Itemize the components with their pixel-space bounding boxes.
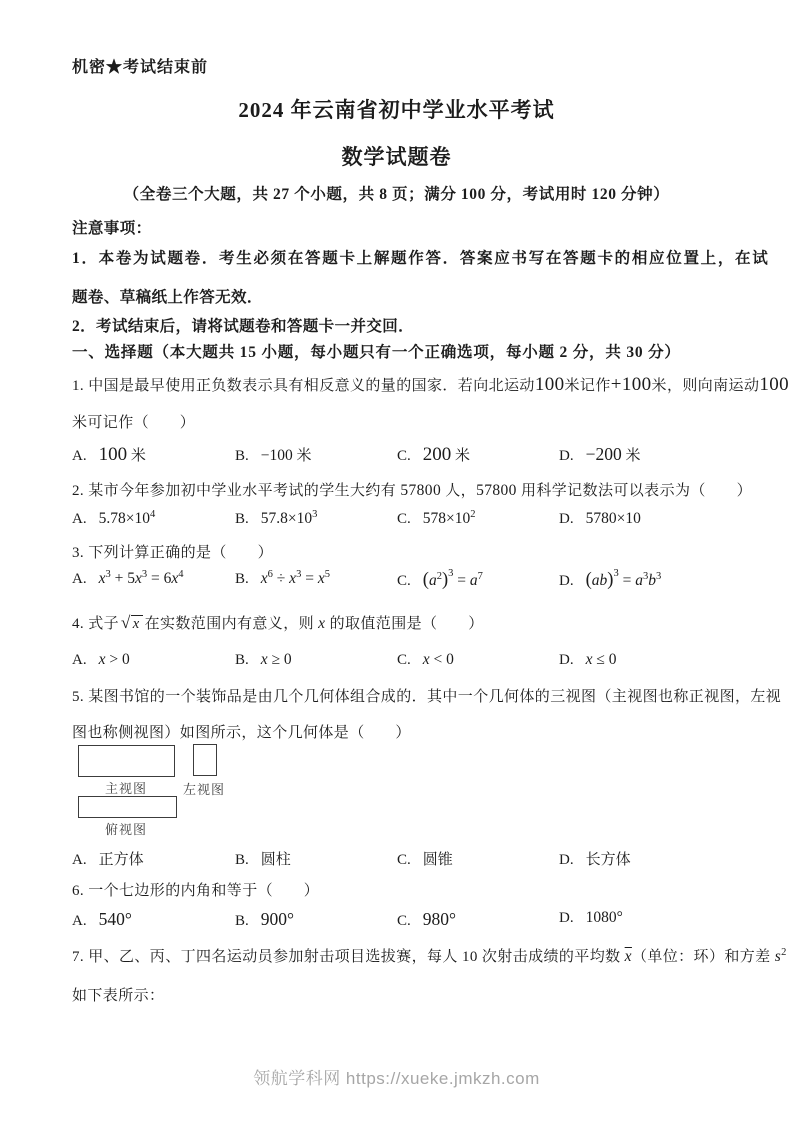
- option-label: A.: [72, 913, 87, 929]
- option-label: A.: [72, 511, 87, 527]
- question-6-option-d: [559, 909, 732, 930]
- option-label: C.: [397, 511, 411, 527]
- option-content: x ≤ 0: [585, 651, 617, 668]
- question-3-option-a: [72, 570, 235, 591]
- question-2-option-b: [235, 510, 397, 528]
- option-label: D.: [559, 910, 574, 926]
- front-view-label: 主视图: [105, 781, 148, 796]
- notice-heading: 注意事项：: [72, 220, 152, 237]
- question-5-line-2: 图也称侧视图）如图所示，这个几何体是（ ）: [72, 725, 411, 741]
- watermark: 领航学科网 https://xueke.jmkzh.com: [253, 1069, 540, 1088]
- question-3-line-1: 3. 下列计算正确的是（ ）: [72, 545, 274, 561]
- question-6-option-a: [72, 909, 235, 930]
- question-1-option-a: [72, 444, 235, 466]
- side-view-label: 左视图: [183, 782, 226, 797]
- option-content: $5.78\times 10^4$: [98, 509, 156, 527]
- question-1-option-b: [235, 444, 397, 466]
- option-label: A.: [72, 571, 87, 587]
- option-content: 900°: [260, 909, 295, 929]
- option-content: −200 米: [585, 444, 641, 464]
- option-label: D.: [559, 573, 574, 589]
- option-content: 圆柱: [260, 852, 291, 868]
- question-3-options: [72, 570, 732, 591]
- notice-item-2: 2．考试结束后，请将试题卷和答题卡一并交回．: [72, 318, 415, 335]
- option-content: x ≥ 0: [260, 651, 292, 668]
- option-content: −100 米: [260, 447, 312, 464]
- top-view-rect: [78, 796, 177, 818]
- question-5-option-a: [72, 848, 235, 869]
- option-content: $578\times 10^2$: [422, 509, 476, 527]
- option-label: A.: [72, 852, 87, 868]
- option-label: A.: [72, 652, 87, 668]
- question-4-option-d: [559, 651, 732, 669]
- option-label: C.: [397, 913, 411, 929]
- option-content: 圆锥: [422, 852, 453, 868]
- option-content: x < 0: [422, 651, 454, 668]
- option-label: D.: [559, 448, 574, 464]
- option-content: 200 米: [422, 444, 471, 465]
- question-4-line-1: 4. 式子 √ x 在实数范围内有意义，则 x 的取值范围是（ ）: [72, 613, 484, 632]
- exam-title: 2024 年云南省初中学业水平考试: [238, 98, 555, 122]
- question-2-option-a: [72, 510, 235, 528]
- option-label: B.: [235, 852, 249, 868]
- question-7-line-1: 7. 甲、乙、丙、丁四名运动员参加射击项目选拔赛，每人 10 次射击成绩的平均数 $\overline{x}$（单位：环）和方差 $s^2$: [72, 947, 787, 965]
- question-4-option-b: [235, 651, 397, 669]
- option-content: $x^3 + 5x^3 = 6x^4$: [98, 569, 184, 587]
- front-view-rect: [78, 745, 175, 777]
- question-5-option-c: [397, 848, 559, 869]
- option-label: C.: [397, 448, 411, 464]
- question-6-line-1: 6. 一个七边形的内角和等于（ ）: [72, 883, 320, 899]
- option-label: C.: [397, 852, 411, 868]
- question-1-line-2: 米可记作（ ）: [72, 415, 196, 431]
- question-4-option-a: [72, 651, 235, 669]
- exam-meta: （全卷三个大题，共 27 个小题，共 8 页；满分 100 分，考试用时 120 分钟）: [123, 186, 670, 203]
- question-1-line-1: 1. 中国是最早使用正负数表示具有相反意义的量的国家．若向北运动100米记作+100米，则向南运动100: [72, 374, 790, 395]
- question-6-option-b: [235, 909, 397, 930]
- notice-item-1-line-1: 1．本卷为试题卷．考生必须在答题卡上解题作答．答案应书写在答题卡的相应位置上，在试: [72, 250, 770, 267]
- option-label: B.: [235, 571, 249, 587]
- option-content: 100 米: [98, 444, 146, 465]
- option-label: B.: [235, 448, 249, 464]
- option-label: D.: [559, 511, 574, 527]
- question-5-option-d: [559, 848, 732, 869]
- question-6-options: [72, 909, 732, 930]
- option-content: 540°: [98, 909, 132, 929]
- question-7-line-2: 如下表所示：: [72, 988, 165, 1004]
- confidential-notice: 机密★考试结束前: [72, 59, 209, 76]
- option-label: D.: [559, 652, 574, 668]
- option-label: D.: [559, 852, 574, 868]
- option-content: $x^6 \div x^3 = x^5$: [260, 569, 330, 587]
- option-label: B.: [235, 652, 249, 668]
- option-content: 1080°: [585, 909, 623, 926]
- question-3-option-c: [397, 570, 559, 591]
- question-2-line-1: 2. 某市今年参加初中学业水平考试的学生大约有 57800 人，57800 用科学记数法可以表示为（ ）: [72, 482, 752, 499]
- option-content: 5780×10: [585, 510, 641, 527]
- side-view-rect: [193, 744, 217, 776]
- option-content: 正方体: [98, 852, 144, 868]
- question-5-option-b: [235, 848, 397, 869]
- question-2-option-d: [559, 510, 732, 528]
- notice-item-1-line-2: 题卷、草稿纸上作答无效．: [72, 289, 263, 306]
- question-2-options: [72, 510, 732, 528]
- question-1-options: [72, 444, 732, 466]
- option-content: $(ab)^3 = a^3b^3$: [585, 568, 662, 590]
- question-2-option-c: [397, 510, 559, 528]
- option-label: B.: [235, 511, 249, 527]
- question-1-option-c: [397, 444, 559, 466]
- option-content: 980°: [422, 909, 457, 929]
- option-content: $(a^2)^3 = a^7$: [422, 568, 483, 590]
- question-1-option-d: [559, 444, 732, 466]
- option-content: $57.8\times 10^3$: [260, 509, 318, 527]
- question-4-option-c: [397, 651, 559, 669]
- question-6-option-c: [397, 909, 559, 930]
- exam-subtitle: 数学试题卷: [341, 145, 452, 169]
- option-content: 长方体: [585, 852, 631, 868]
- section-1-heading: 一、选择题（本大题共 15 小题，每小题只有一个正确选项，每小题 2 分，共 30 分）: [72, 344, 681, 361]
- question-5-line-1: 5. 某图书馆的一个装饰品是由几个几何体组合成的．其中一个几何体的三视图（主视图也称正视图，左视: [72, 689, 782, 705]
- question-5-options: [72, 848, 732, 869]
- question-4-options: [72, 651, 732, 669]
- question-3-option-b: [235, 570, 397, 591]
- option-label: B.: [235, 913, 249, 929]
- question-3-option-d: [559, 570, 732, 591]
- option-label: A.: [72, 448, 87, 464]
- option-label: C.: [397, 652, 411, 668]
- top-view-label: 俯视图: [105, 822, 148, 837]
- option-label: C.: [397, 573, 411, 589]
- option-content: x > 0: [98, 651, 130, 668]
